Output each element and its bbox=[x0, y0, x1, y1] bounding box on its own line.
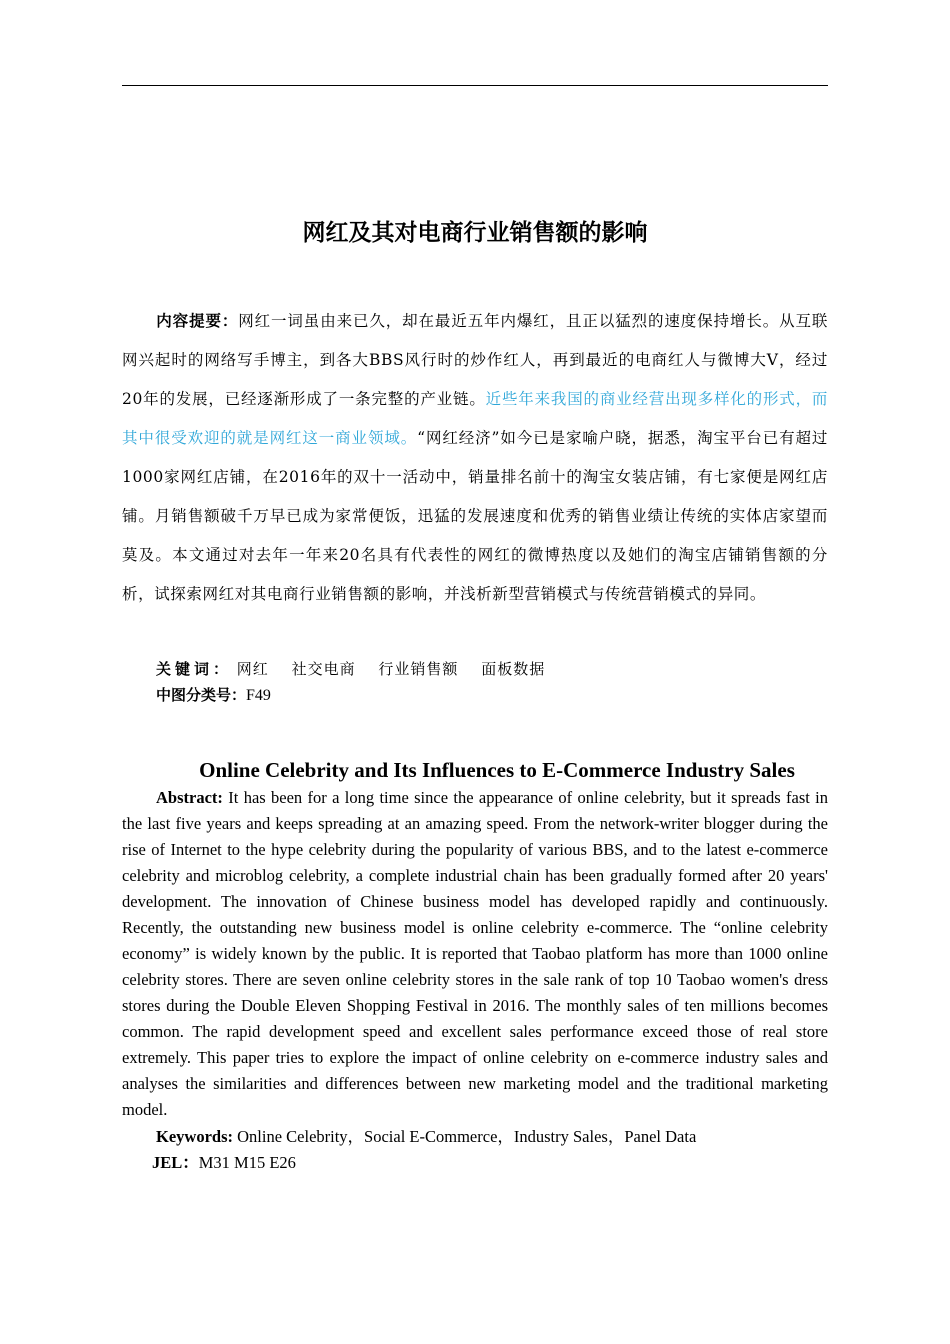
chinese-keywords-label: 关键词： bbox=[156, 660, 233, 678]
english-keywords bbox=[156, 1124, 836, 1150]
chinese-keyword: 行业销售额 bbox=[378, 660, 459, 678]
chinese-classification bbox=[156, 682, 836, 709]
chinese-abstract-highlight: 近些年来我国的商业经营出现多样化的形式，而其中很受欢迎的就是网红这一商业领域。 bbox=[122, 390, 828, 447]
chinese-abstract-text-2: “网红经济”如今已是家喻户晓，据悉，淘宝平台已有超过1000家网红店铺，在2016年的双十一活动中，销量排名前十的淘宝女装店铺，有七家便是网红店铺。月销售额破千万早已成为家常便饭，迅猛的发展速度和优秀的销售业绩让传统的实体店家望而莫及。本文通过对去年一年来20名具有代表性的网红的微博热度以及她们的淘宝店铺销售额的分析，试探索网红对其电商行业销售额的影响，并浅析新型营销模式与传统营销模式的异同。 bbox=[122, 429, 828, 603]
english-title: Online Celebrity and Its Influences to E-Commerce Industry Sales bbox=[199, 758, 795, 782]
chinese-abstract bbox=[122, 302, 828, 614]
english-abstract-label: Abstract: bbox=[156, 788, 223, 807]
chinese-abstract-text-1: 网红一词虽由来已久，却在最近五年内爆红，且正以猛烈的速度保持增长。从互联网兴起时的网络写手博主，到各大BBS风行时的炒作红人，再到最近的电商红人与微博大V，经过20年的发展，已经逐渐形成了一条完整的产业链。 bbox=[122, 312, 828, 408]
chinese-classification-value: F49 bbox=[246, 687, 271, 704]
chinese-classification-label: 中图分类号： bbox=[156, 686, 247, 704]
chinese-title: 网红及其对电商行业销售额的影响 bbox=[302, 220, 648, 246]
chinese-abstract-label: 内容提要： bbox=[156, 312, 239, 330]
english-abstract bbox=[122, 785, 828, 1123]
english-keywords-label: Keywords: bbox=[156, 1127, 233, 1146]
jel-codes bbox=[152, 1150, 832, 1176]
chinese-keyword: 网红 bbox=[236, 660, 269, 678]
jel-label: JEL： bbox=[152, 1153, 199, 1172]
chinese-keywords bbox=[156, 657, 836, 682]
header-rule bbox=[122, 85, 828, 86]
english-abstract-text: It has been for a long time since the appearance of online celebrity, but it spreads fast in the last five years and keeps spreading at an amazing speed. From the network-writer blogger during the rise of Internet to the hype celebrity during the popularity of various BBS, and to the latest e-commerce celebrity and microblog celebrity, a complete industrial chain has been gradually formed after 20 years' development. The innovation of Chinese business model has developed rapidly and continuously. Recently, the outstanding new business model is online celebrity e-commerce. The “online celebrity economy” is widely known by the public. It is reported that Taobao platform has more than 1000 online celebrity stores. There are seven online celebrity stores in the sale rank of top 10 Taobao women's dress stores during the Double Eleven Shopping Festival in 2016. The monthly sales of ten millions becomes common. The rapid development speed and excellent sales performance exceed those of real store extremely. This paper tries to explore the impact of online celebrity on e-commerce industry sales and analyses the similarities and differences between new marketing model and the traditional marketing model. bbox=[122, 788, 829, 1119]
english-keywords-value: Online Celebrity，Social E-Commerce，Industry Sales，Panel Data bbox=[237, 1127, 697, 1146]
chinese-keyword: 面板数据 bbox=[481, 660, 546, 678]
chinese-keyword: 社交电商 bbox=[291, 660, 356, 678]
jel-value: M31 M15 E26 bbox=[198, 1153, 296, 1172]
